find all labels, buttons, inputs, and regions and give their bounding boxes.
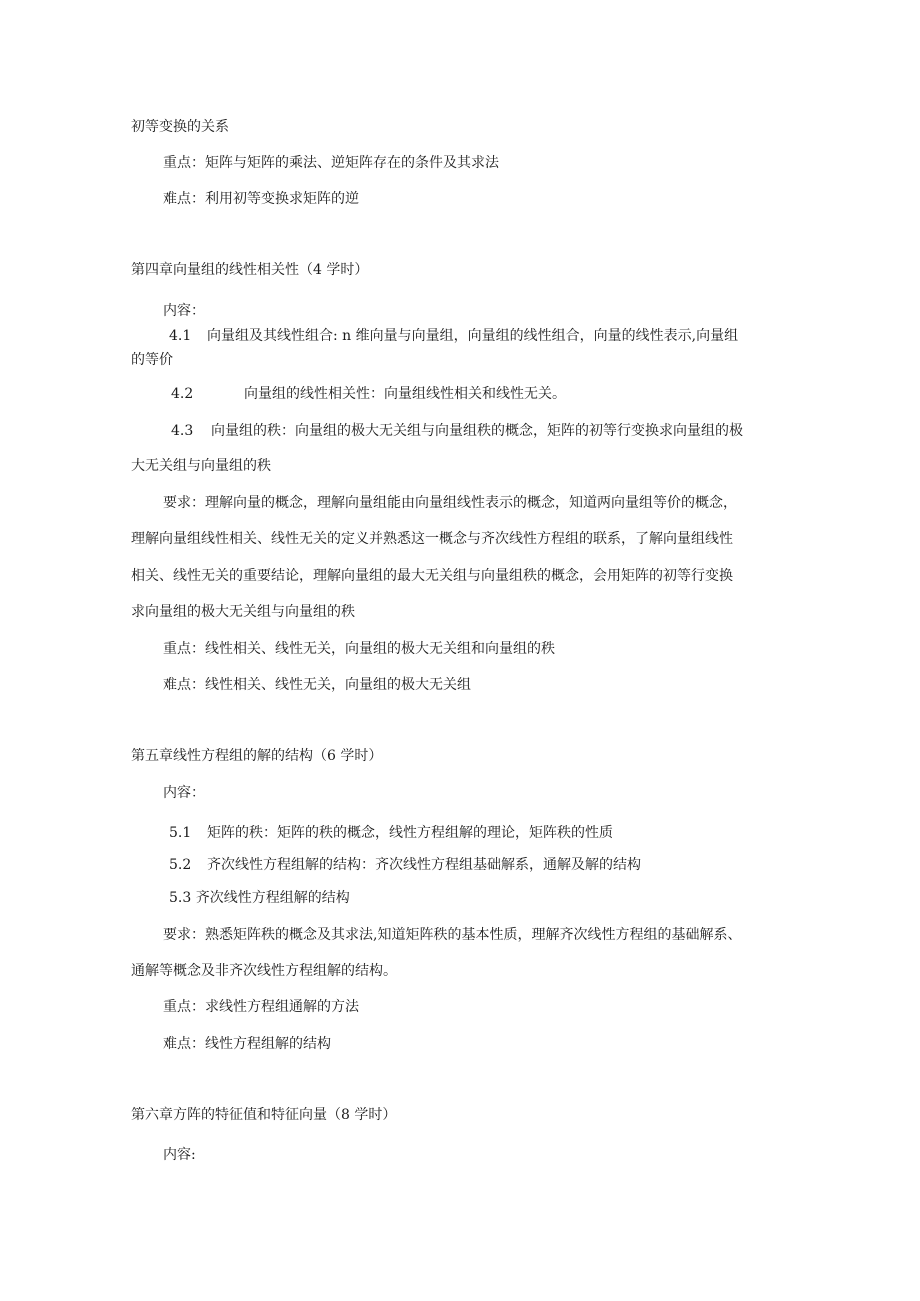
item-text: 向量组的秩：向量组的极大无关组与向量组秩的概念，矩阵的初等行变换求向量组的极 [211, 423, 743, 439]
chapter-4-requirements-2: 理解向量组线性相关、线性无关的定义并熟悉这一概念与齐次线性方程组的联系，了解向量组线性 [131, 531, 733, 547]
chapter-4-content-label: 内容： [163, 303, 205, 319]
chapter-5-key-points: 重点：求线性方程组通解的方法 [163, 999, 359, 1015]
item-number: 4.1 [169, 328, 192, 344]
text-line: 初等变换的关系 [131, 119, 229, 135]
chapter-5-title: 第五章线性方程组的解的结构（6 学时） [131, 748, 383, 764]
chapter-4-difficulties: 难点：线性相关、线性无关，向量组的极大无关组 [163, 677, 471, 693]
item-number: 4.2 [171, 386, 194, 402]
chapter-4-requirements: 要求：理解向量的概念，理解向量组能由向量组线性表示的概念，知道两向量组等价的概念， [163, 495, 737, 511]
chapter-5-item-3: 5.3 齐次线性方程组解的结构 [169, 890, 350, 906]
item-text: 向量组及其线性组合: n 维向量与向量组，向量组的线性组合，向量的线性表示,向量组 [207, 328, 739, 344]
chapter-4-item-1 [169, 326, 738, 346]
difficulty-line: 难点：利用初等变换求矩阵的逆 [163, 191, 359, 207]
chapter-6-content-label: 内容: [163, 1147, 196, 1163]
chapter-4-item-2 [171, 384, 566, 404]
chapter-5-item-1 [169, 823, 613, 843]
chapter-5-content-label: 内容： [163, 785, 205, 801]
chapter-4-item-1-continuation: 的等价 [131, 352, 173, 368]
item-number: 4.3 [171, 423, 194, 439]
item-text: 矩阵的秩：矩阵的秩的概念，线性方程组解的理论，矩阵秩的性质 [207, 825, 613, 841]
chapter-4-requirements-3: 相关、线性无关的重要结论，理解向量组的最大无关组与向量组秩的概念，会用矩阵的初等行变换 [131, 568, 733, 584]
key-points-line: 重点：矩阵与矩阵的乘法、逆矩阵存在的条件及其求法 [163, 155, 499, 171]
chapter-4-item-3-continuation: 大无关组与向量组的秩 [131, 458, 271, 474]
item-number: 5.2 [169, 857, 192, 873]
chapter-6-title: 第六章方阵的特征值和特征向量（8 学时） [131, 1107, 397, 1123]
chapter-4-item-3 [171, 421, 743, 441]
item-number: 5.1 [169, 825, 192, 841]
item-text: 向量组的线性相关性：向量组线性相关和线性无关。 [244, 386, 566, 402]
chapter-5-requirements: 要求：熟悉矩阵秩的概念及其求法,知道矩阵秩的基本性质，理解齐次线性方程组的基础解系、 [163, 927, 742, 943]
chapter-4-requirements-4: 求向量组的极大无关组与向量组的秩 [131, 604, 355, 620]
chapter-4-key-points: 重点：线性相关、线性无关，向量组的极大无关组和向量组的秩 [163, 641, 555, 657]
chapter-5-requirements-2: 通解等概念及非齐次线性方程组解的结构。 [131, 963, 397, 979]
chapter-4-title: 第四章向量组的线性相关性（4 学时） [131, 262, 369, 278]
chapter-5-item-2 [169, 855, 641, 875]
item-text: 齐次线性方程组解的结构：齐次线性方程组基础解系，通解及解的结构 [207, 857, 641, 873]
chapter-5-difficulties: 难点：线性方程组解的结构 [163, 1036, 331, 1052]
